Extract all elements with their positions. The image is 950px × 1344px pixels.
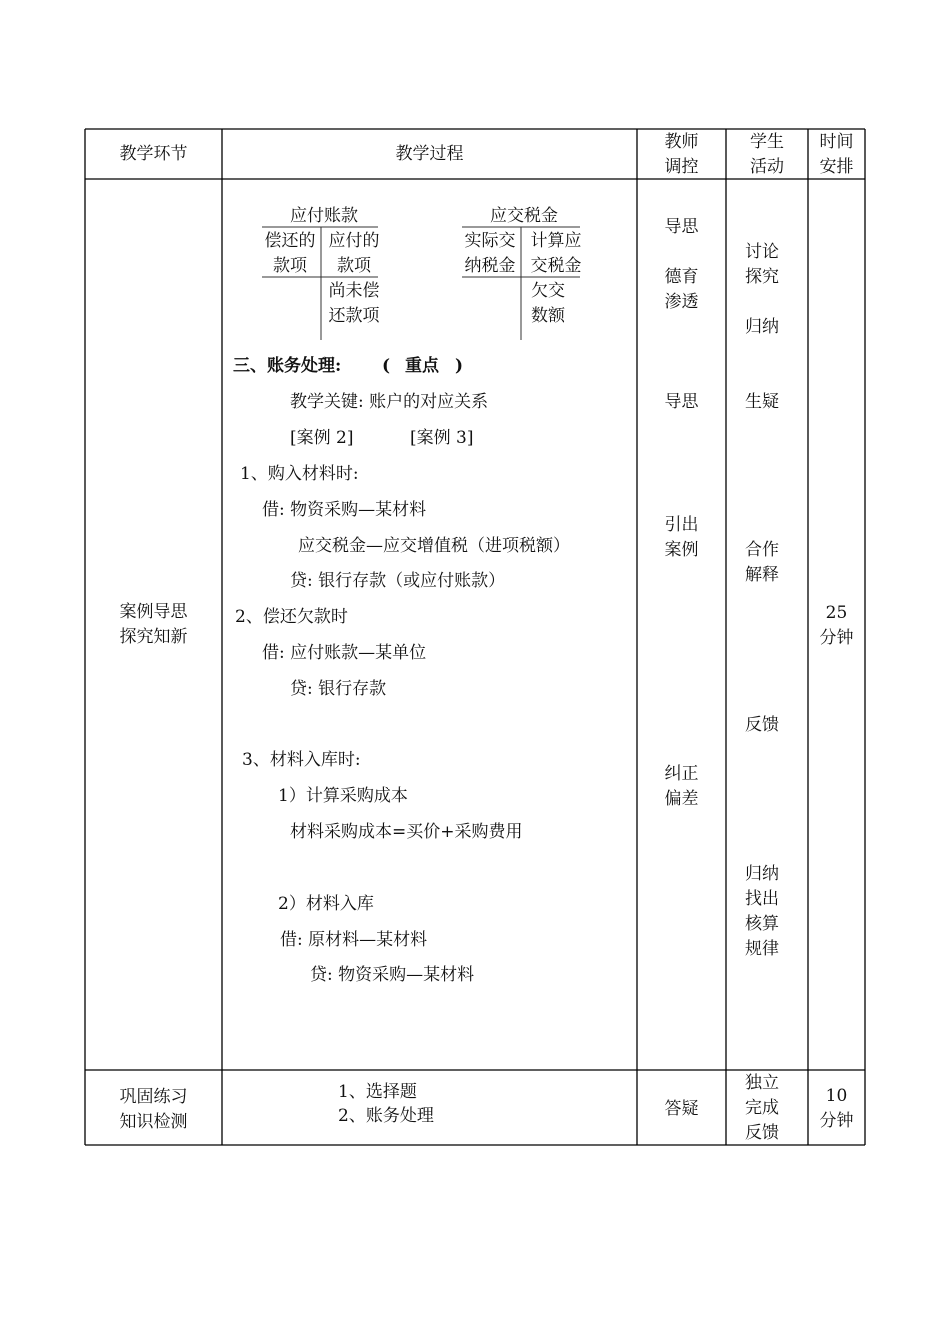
student-summarize: 归纳: [745, 317, 779, 337]
section3-key-open: (: [382, 356, 391, 376]
t-account-payable-balance: 尚未偿 还款项: [328, 281, 380, 326]
teacher-guide-1: 导思: [664, 217, 699, 237]
teacher-moral: 德育 渗透: [664, 267, 699, 312]
section3-key: 重点: [405, 356, 439, 376]
student-independent: 独立 完成 反馈: [745, 1073, 779, 1143]
t-account-payable-debit: 偿还的 款项: [264, 231, 316, 276]
step1-debit1: 借: 物资采购—某材料: [262, 500, 427, 520]
step3-sub2: 2）材料入库: [278, 894, 374, 914]
practice-item-2: 2、账务处理: [338, 1106, 434, 1126]
teacher-correct: 纠正 偏差: [664, 764, 699, 809]
step3-formula: 材料采购成本=买价+采购费用: [290, 822, 523, 842]
step2-debit: 借: 应付账款—某单位: [262, 643, 427, 663]
student-question: 生疑: [745, 392, 779, 412]
header-process: 教学过程: [395, 144, 464, 164]
t-account-tax-debit: 实际交 纳税金: [464, 231, 516, 276]
step1: 1、购入材料时:: [240, 464, 359, 484]
t-account-tax-balance: 欠交 数额: [531, 281, 565, 326]
segment-practice: 巩固练习 知识检测: [119, 1087, 188, 1132]
section3-title: 三、账务处理:: [233, 356, 342, 376]
t-account-tax-title: 应交税金: [490, 206, 558, 226]
step3: 3、材料入库时:: [242, 750, 361, 770]
step1-debit2: 应交税金—应交增值税（进项税额）: [298, 536, 570, 556]
case-2: [案例 2]: [290, 428, 354, 448]
student-cooperate: 合作 解释: [745, 540, 779, 585]
teacher-case: 引出 案例: [664, 515, 699, 560]
step3-sub1: 1）计算采购成本: [278, 786, 408, 806]
t-account-payable-credit: 应付的 款项: [328, 231, 380, 276]
time-row2: 10 分钟: [819, 1086, 854, 1131]
step3-credit: 贷: 物资采购—某材料: [310, 965, 475, 985]
header-teacher: 教师 调控: [664, 132, 699, 177]
student-feedback: 反馈: [745, 715, 779, 735]
time-row1: 25 分钟: [819, 603, 854, 648]
case-3: [案例 3]: [410, 428, 474, 448]
teacher-answer: 答疑: [664, 1099, 699, 1119]
key-point: 教学关键: 账户的对应关系: [290, 392, 489, 412]
t-account-payable-title: 应付账款: [290, 206, 358, 226]
teacher-guide-2: 导思: [664, 392, 699, 412]
step3-debit: 借: 原材料—某材料: [280, 930, 428, 950]
header-segment: 教学环节: [119, 144, 188, 164]
student-rules: 归纳 找出 核算 规律: [745, 864, 779, 959]
section3-key-close: ): [455, 356, 464, 376]
step2-credit: 贷: 银行存款: [290, 679, 387, 699]
header-student: 学生 活动: [750, 132, 784, 177]
t-account-tax-credit: 计算应 交税金: [530, 231, 582, 276]
practice-item-1: 1、选择题: [338, 1082, 417, 1102]
step1-credit: 贷: 银行存款（或应付账款）: [290, 571, 506, 591]
step2: 2、偿还欠款时: [235, 607, 348, 627]
student-discuss: 讨论 探究: [745, 242, 779, 287]
segment-case-study: 案例导思 探究知新: [119, 602, 188, 647]
header-time: 时间 安排: [819, 132, 854, 177]
